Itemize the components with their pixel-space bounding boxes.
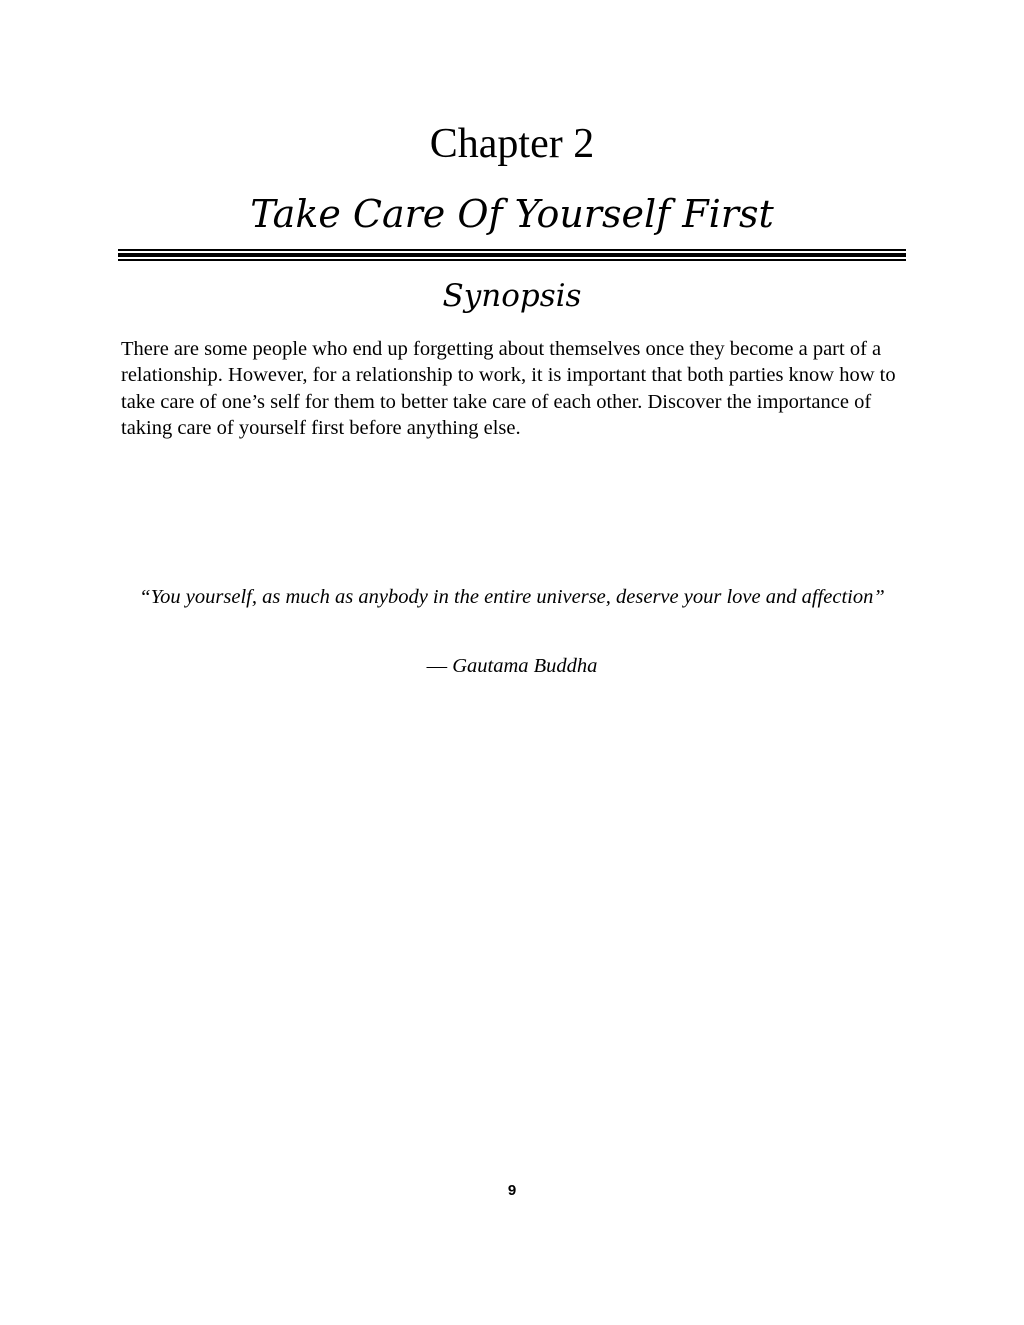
divider-line-bottom — [118, 259, 906, 261]
chapter-title: Take Care Of Yourself First — [250, 192, 774, 236]
page-number: 9 — [507, 1182, 517, 1199]
epigraph-attribution: ― Gautama Buddha — [426, 655, 598, 677]
divider-line-top — [118, 249, 906, 251]
epigraph-quote: “You yourself, as much as anybody in the entire universe, deserve your love and affection” — [139, 586, 885, 608]
synopsis-paragraph: There are some people who end up forgetting about themselves once they become a part of a relationship. However, for a relationship to work, it is important that both parties know how to take care of one’s self for them to better take care of each other. Discover the importance of taking care of yourself first before anything else. — [121, 338, 896, 439]
title-divider — [118, 249, 906, 261]
synopsis-heading: Synopsis — [442, 278, 582, 314]
chapter-number: Chapter 2 — [429, 121, 595, 167]
divider-line-middle — [118, 253, 906, 257]
